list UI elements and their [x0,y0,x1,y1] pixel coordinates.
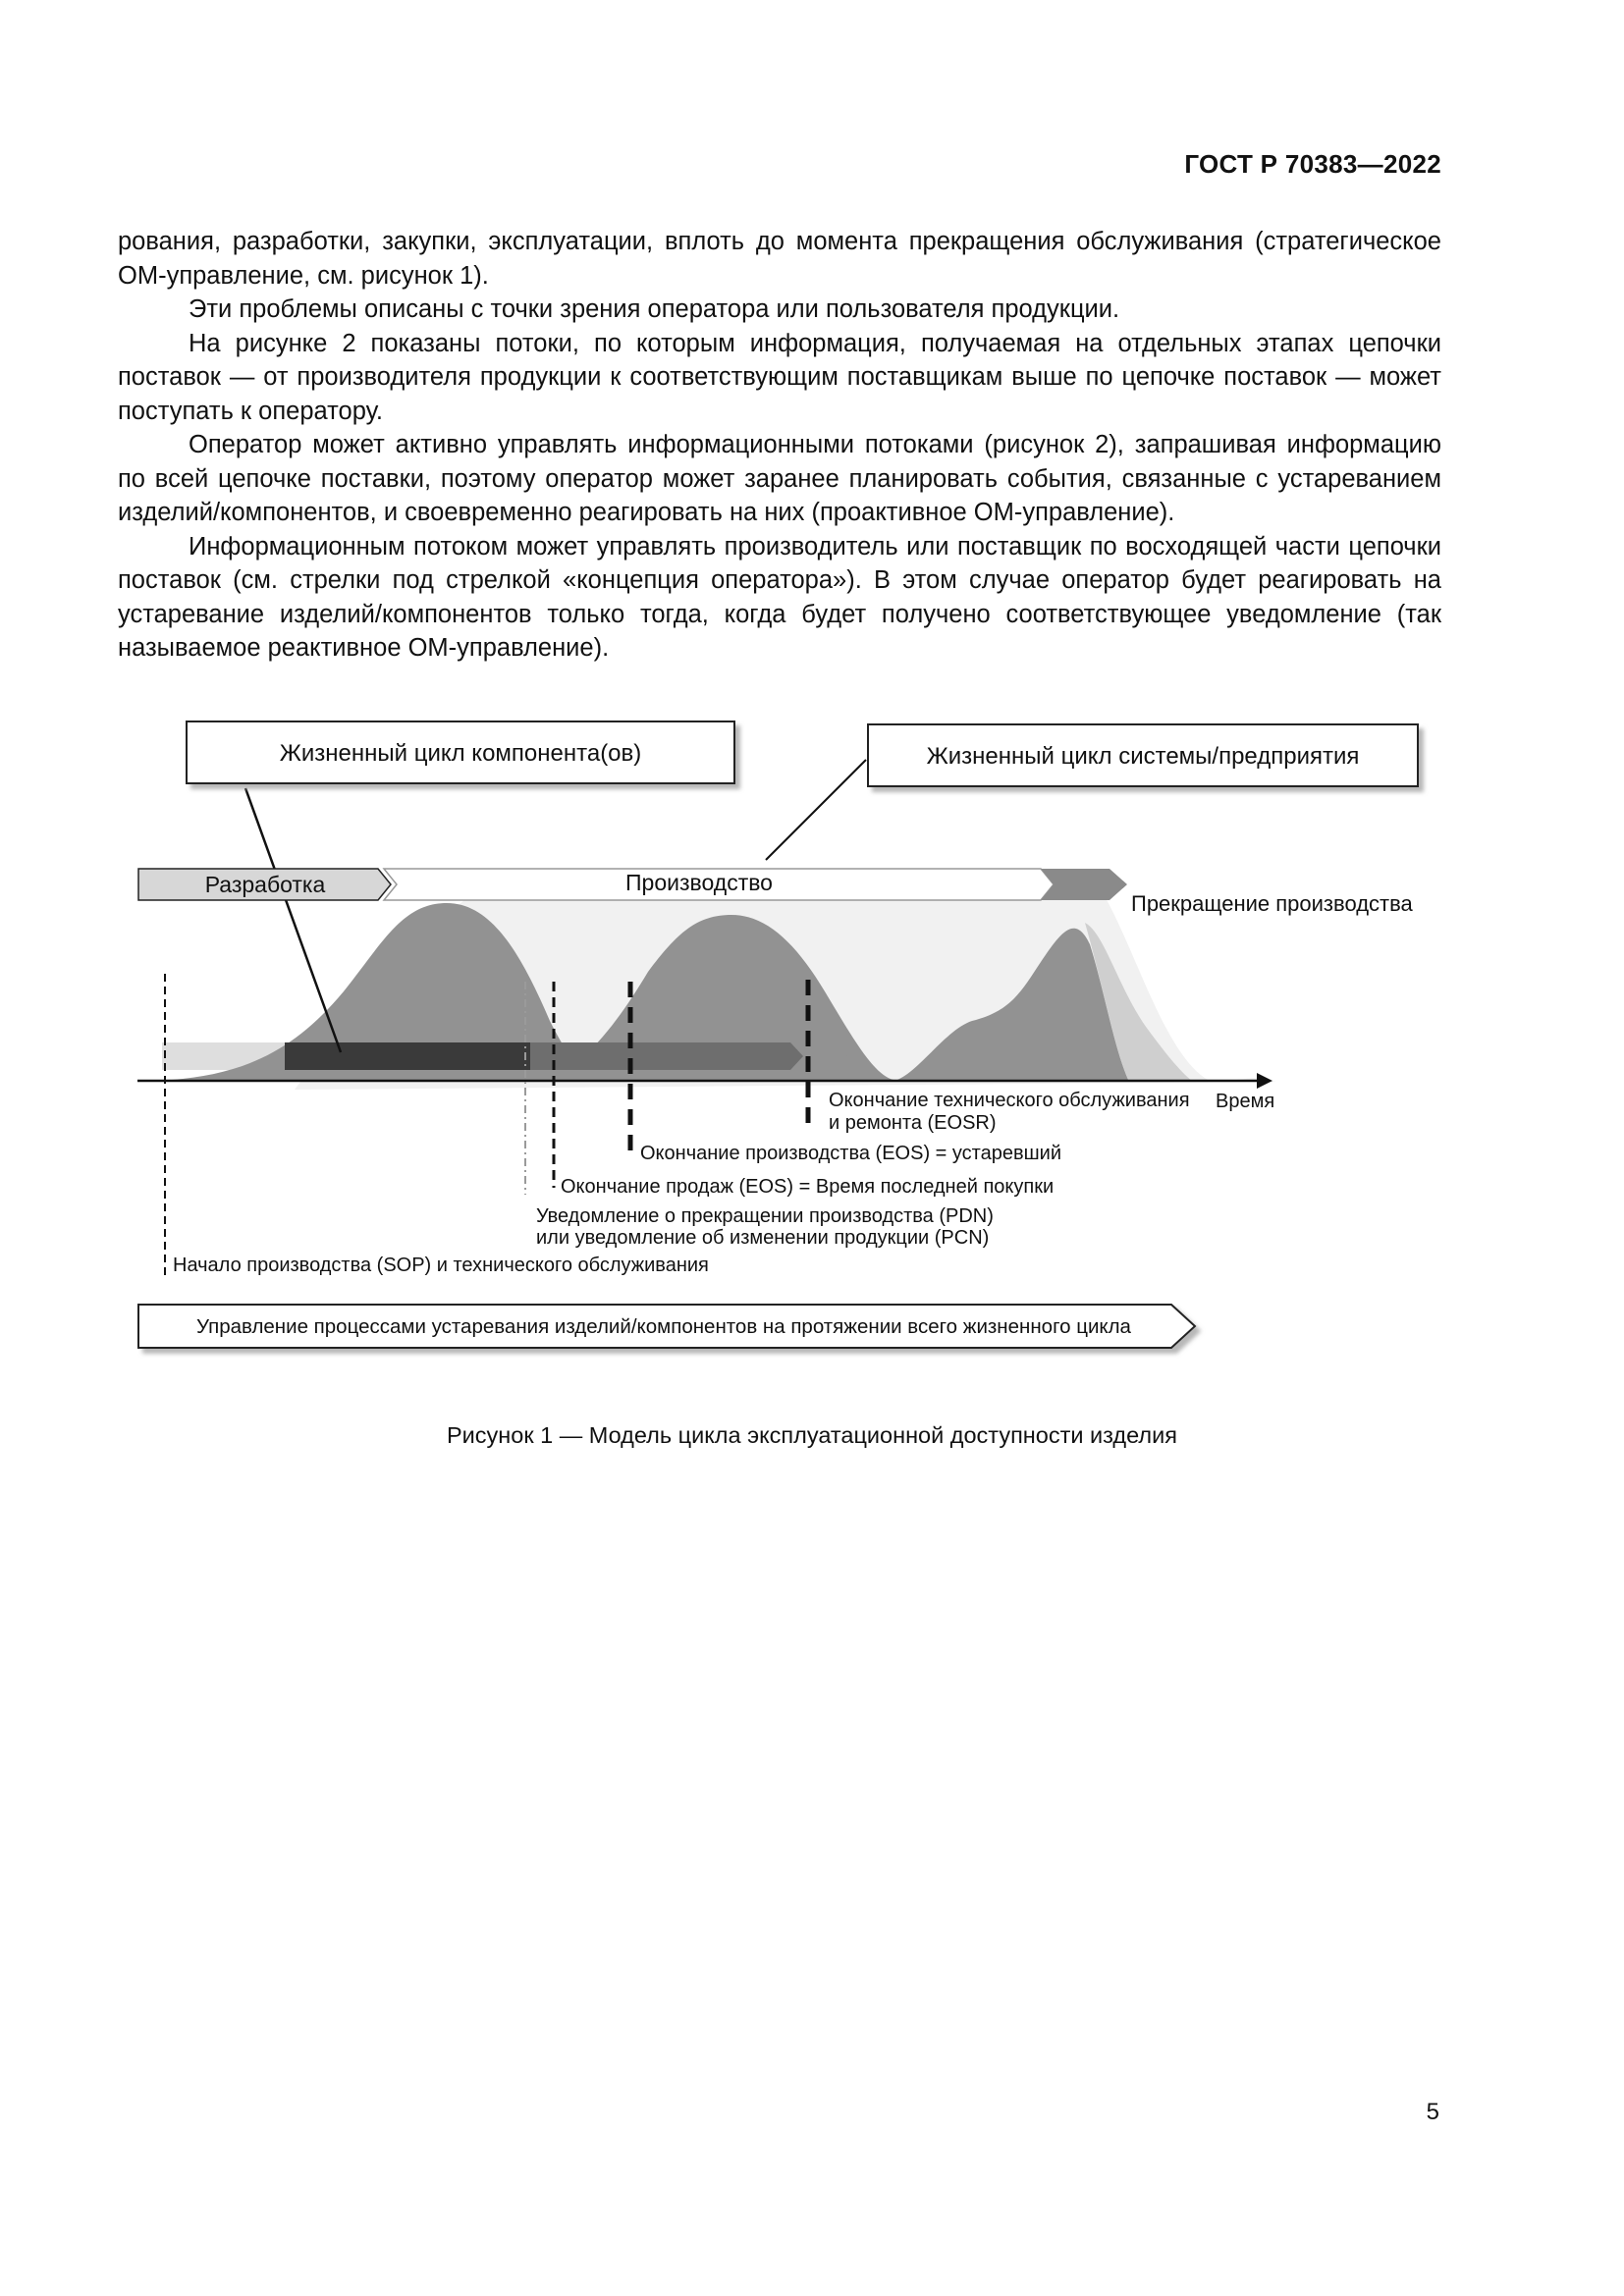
eos-obsolete-label: Окончание производства (EOS) = устаревший [640,1143,1061,1164]
dark-component-bar [285,1042,530,1070]
phase-production-label: Производство [625,870,773,895]
lifecycle-diagram [0,697,1624,1423]
callout-system-text: Жизненный цикл системы/предприятия [926,743,1360,770]
component-bar-arrow [530,1042,803,1070]
eosr-label-line2: и ремонта (EOSR) [829,1112,997,1134]
callout-leader-component [245,788,341,1052]
eos-sales-label: Окончание продаж (EOS) = Время последней покупки [561,1176,1055,1198]
pdn-label-line1: Уведомление о прекращении производства (PDN) [536,1205,994,1227]
callout-leader-system [766,760,866,860]
figure-caption: Рисунок 1 — Модель цикла эксплуатационной доступности изделия [447,1422,1177,1448]
paragraph-1: рования, разработки, закупки, эксплуатации, вплоть до момента прекращения обслуживания (стратегическое ОМ-управление, см. рисунок 1). [118,228,1441,290]
paragraph-2: Эти проблемы описаны с точки зрения оператора или пользователя продукции. [189,295,1120,323]
bottom-process-label: Управление процессами устаревания изделий/компонентов на протяжении всего жизненного цикла [196,1315,1131,1338]
phase-discontinuation-arrow [1041,869,1127,900]
time-axis-arrowhead [1257,1073,1272,1089]
pdn-label-line2: или уведомление об изменении продукции (PCN) [536,1227,990,1249]
figure-1 [0,697,1624,1453]
paragraph-4: Оператор может активно управлять информационными потоками (рисунок 2), запрашивая информацию по всей цепочке поставки, поэтому оператор может заранее планировать события, связанные с устареванием изделий/компонентов, и своевременно реагировать на них (проактивное ОМ-управление). [118,431,1441,526]
time-axis-label: Время [1216,1091,1275,1112]
paragraph-3: На рисунке 2 показаны потоки, по которым информация, получаемая на отдельных этапах цепочки поставок — от производителя продукции к соответствующим поставщикам выше по цепочке поставок — может поступать к оператору. [118,329,1441,425]
paragraph-5: Информационным потоком может управлять производитель или поставщик по восходящей части цепочки поставок (см. стрелки под стрелкой «концепция оператора»). В этом случае оператор будет реагировать на устаревание изделий/компонентов только тогда, когда будет получено соответствующее уведомление (так называемое реактивное ОМ-управление). [118,532,1441,662]
document-header: ГОСТ Р 70383—2022 [1184,149,1441,179]
sop-label: Начало производства (SOP) и технического обслуживания [173,1255,709,1276]
phase-development-label: Разработка [204,872,326,897]
callout-component-text: Жизненный цикл компонента(ов) [279,740,642,767]
phase-discontinuation-label: Прекращение производства [1131,891,1413,916]
eosr-label-line1: Окончание технического обслуживания [829,1090,1190,1111]
page-number: 5 [1426,2099,1439,2125]
body-text [118,225,1441,666]
